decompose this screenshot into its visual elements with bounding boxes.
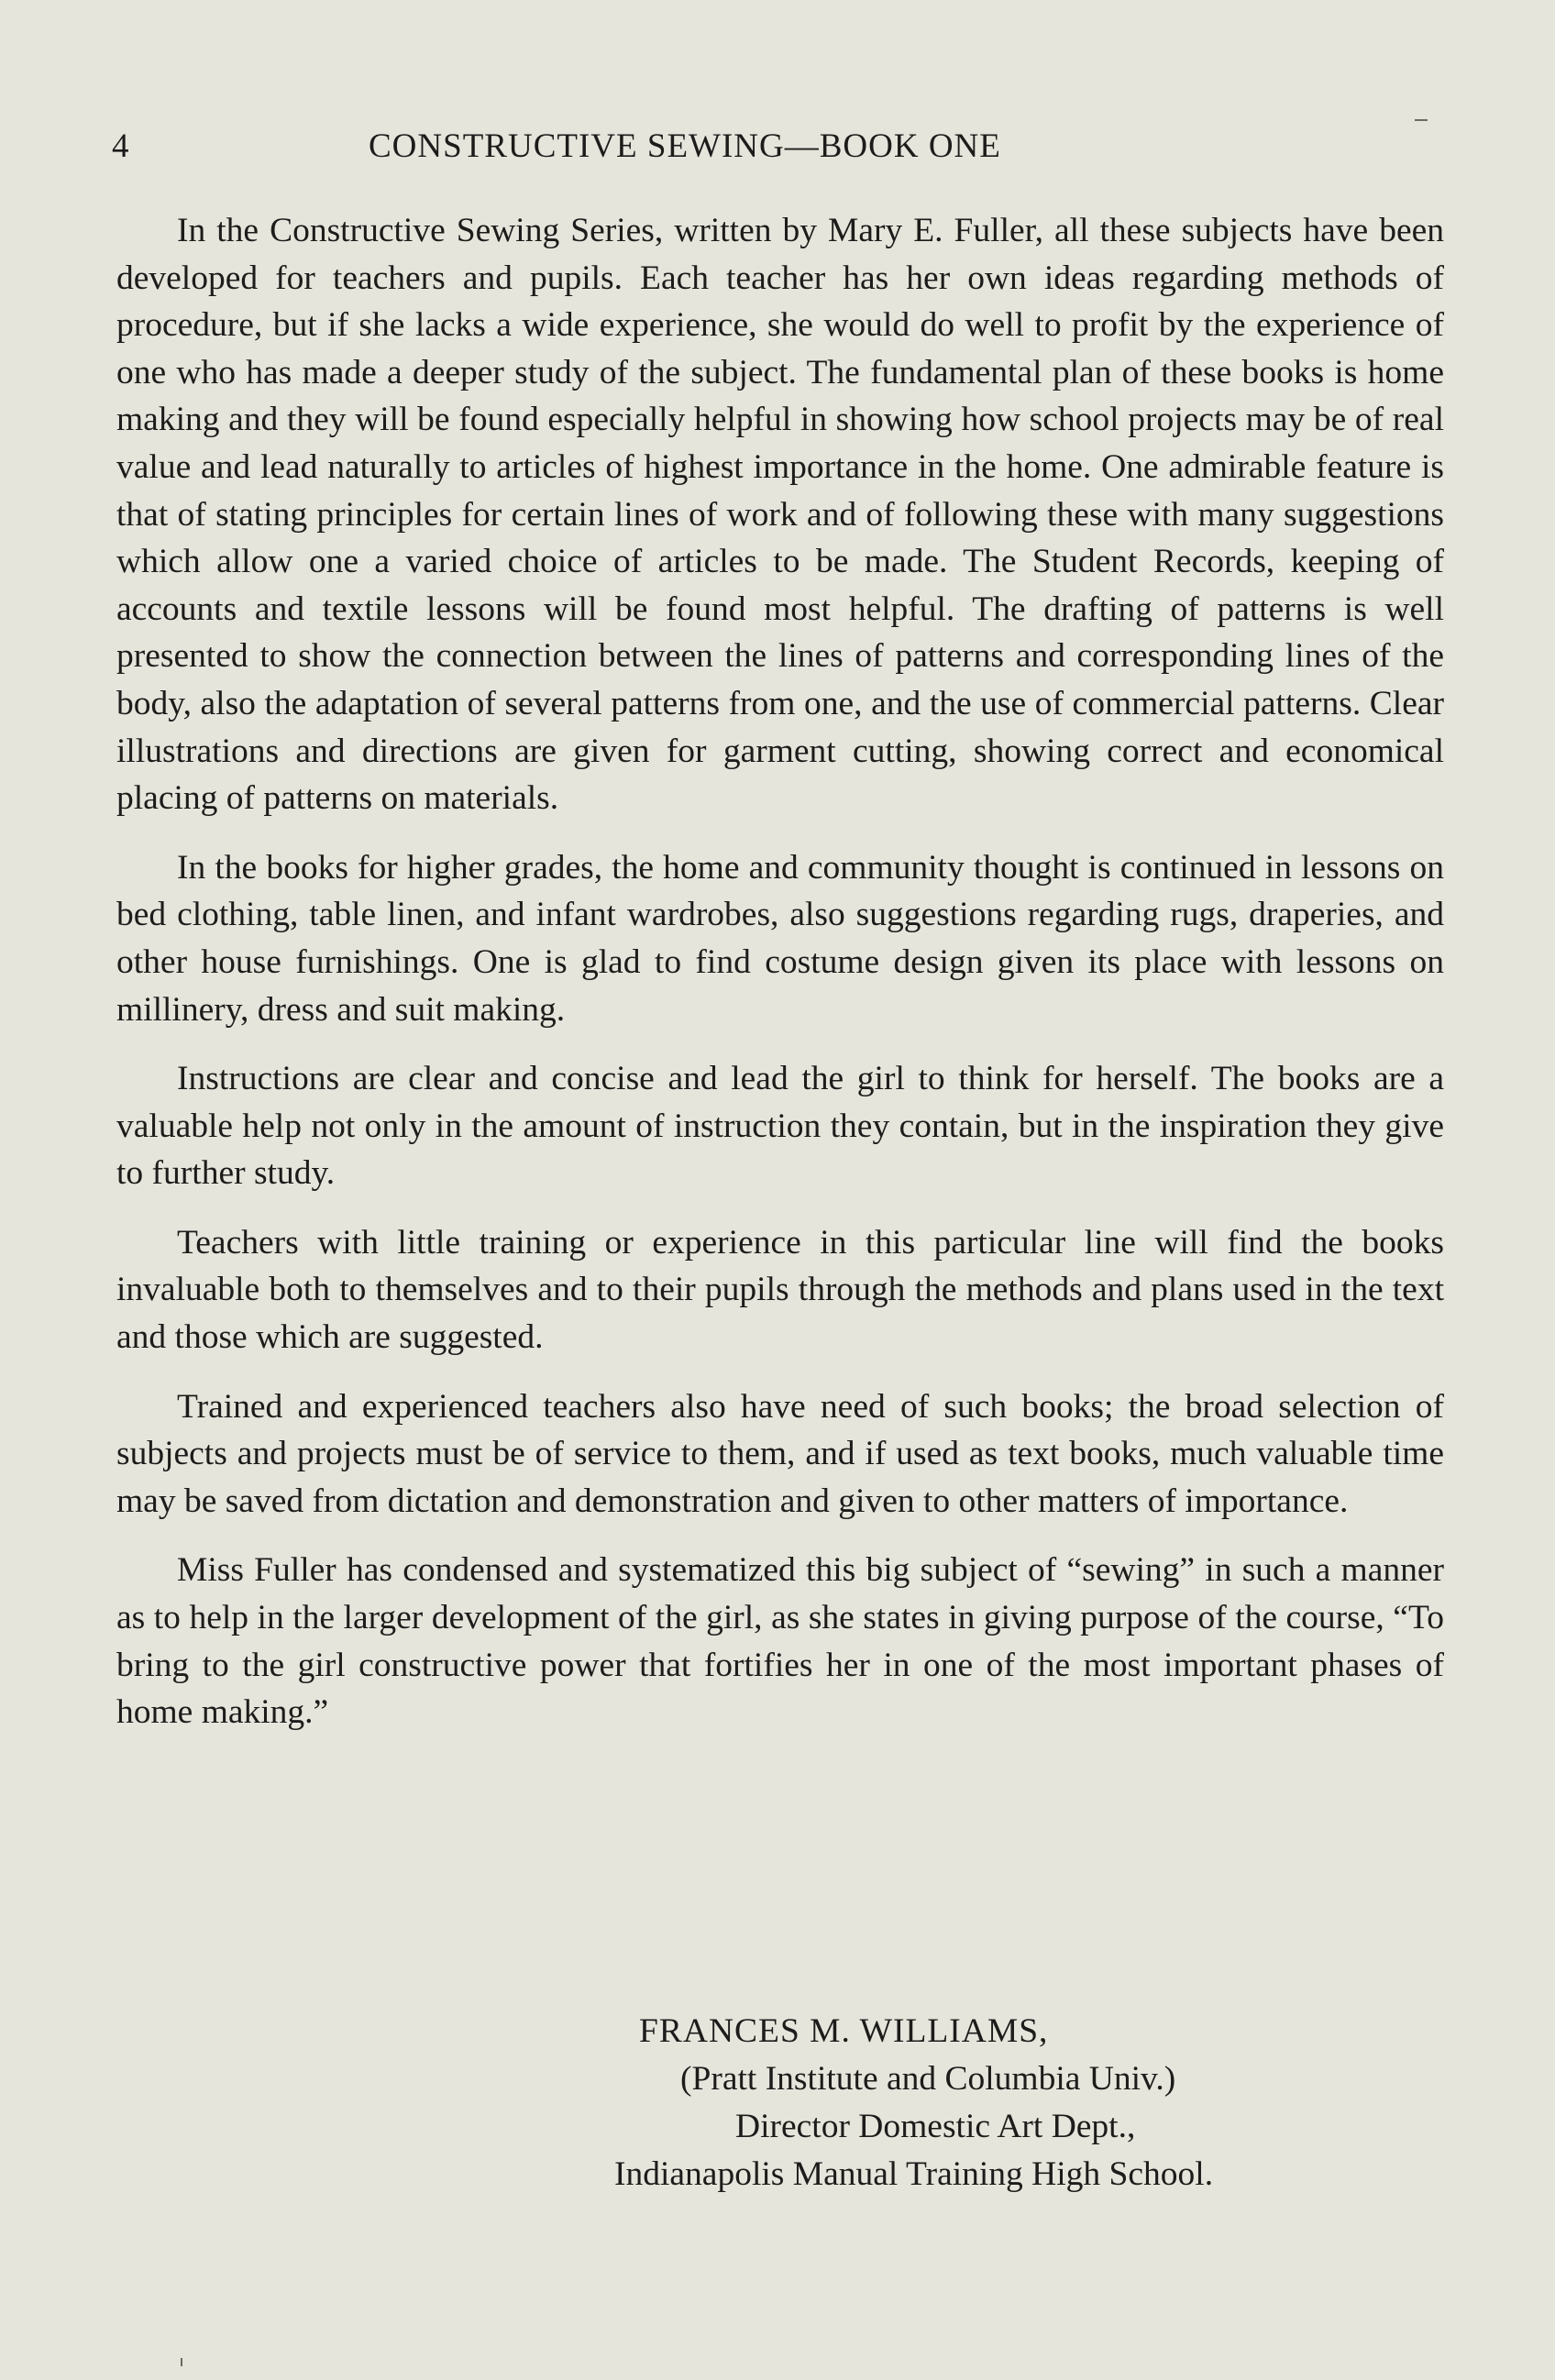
signature-block <box>116 2008 1444 2198</box>
paragraph-1: In the Constructive Sewing Series, written by Mary E. Fuller, all these subjects have been developed for teachers and pupils. Each teacher has her own ideas regarding methods of procedure, but if she lacks a wide experience, she would do well to profit by the experience of one who has made a deeper study of the subject. The fundamental plan of these books is home making and they will be found especially helpful in showing how school projects may be of real value and lead naturally to articles of highest importance in the home. One admirable feature is that of stating principles for certain lines of work and of following these with many suggestions which allow one a varied choice of articles to be made. The Student Records, keeping of accounts and textile lessons will be found most helpful. The drafting of patterns is well presented to show the connection between the lines of patterns and corresponding lines of the body, also the adaptation of several patterns from one, and the use of commercial patterns. Clear illustrations and directions are given for garment cutting, showing correct and economical placing of patterns on materials. <box>116 212 1444 818</box>
page-header <box>112 119 1441 174</box>
paragraph-6: Miss Fuller has condensed and systematized this big subject of “sewing” in such a manner as to help in the larger development of the girl, as she states in giving purpose of the course, “To bring to the girl constructive power that fortifies her in one of the most important phases of home making.” <box>116 1551 1444 1732</box>
paragraph-5: Trained and experienced teachers also have need of such books; the broad selection of subjects and projects must be of service to them, and if used as text books, much valuable time may be saved from dictation and demonstration and given to other matters of importance. <box>116 1387 1444 1520</box>
print-speck <box>181 2358 182 2366</box>
signature-title: Director Domestic Art Dept., <box>735 2108 1136 2145</box>
signature-name: FRANCES M. WILLIAMS, <box>639 2012 1049 2050</box>
running-title: CONSTRUCTIVE SEWING—BOOK ONE <box>369 127 1001 165</box>
paragraph-3: Instructions are clear and concise and lead the girl to think for herself. The books are a valuable help not only in the amount of instruction they contain, but in the inspiration they give to further study. <box>116 1060 1444 1193</box>
signature-school: Indianapolis Manual Training High School. <box>614 2155 1214 2193</box>
print-speck <box>1415 119 1428 121</box>
page-number: 4 <box>112 127 129 165</box>
body-text <box>116 207 1444 1758</box>
paragraph-2: In the books for higher grades, the home and community thought is continued in lessons on bed clothing, table linen, and infant wardrobes, also suggestions regarding rugs, draperies, and other house furnishings. One is glad to find costume design given its place with lessons on millinery, dress and suit making. <box>116 848 1444 1029</box>
signature-affiliation: (Pratt Institute and Columbia Univ.) <box>680 2060 1176 2098</box>
paragraph-4: Teachers with little training or experience in this particular line will find the books invaluable both to themselves and to their pupils through the methods and plans used in the text and those which are suggested. <box>116 1223 1444 1357</box>
